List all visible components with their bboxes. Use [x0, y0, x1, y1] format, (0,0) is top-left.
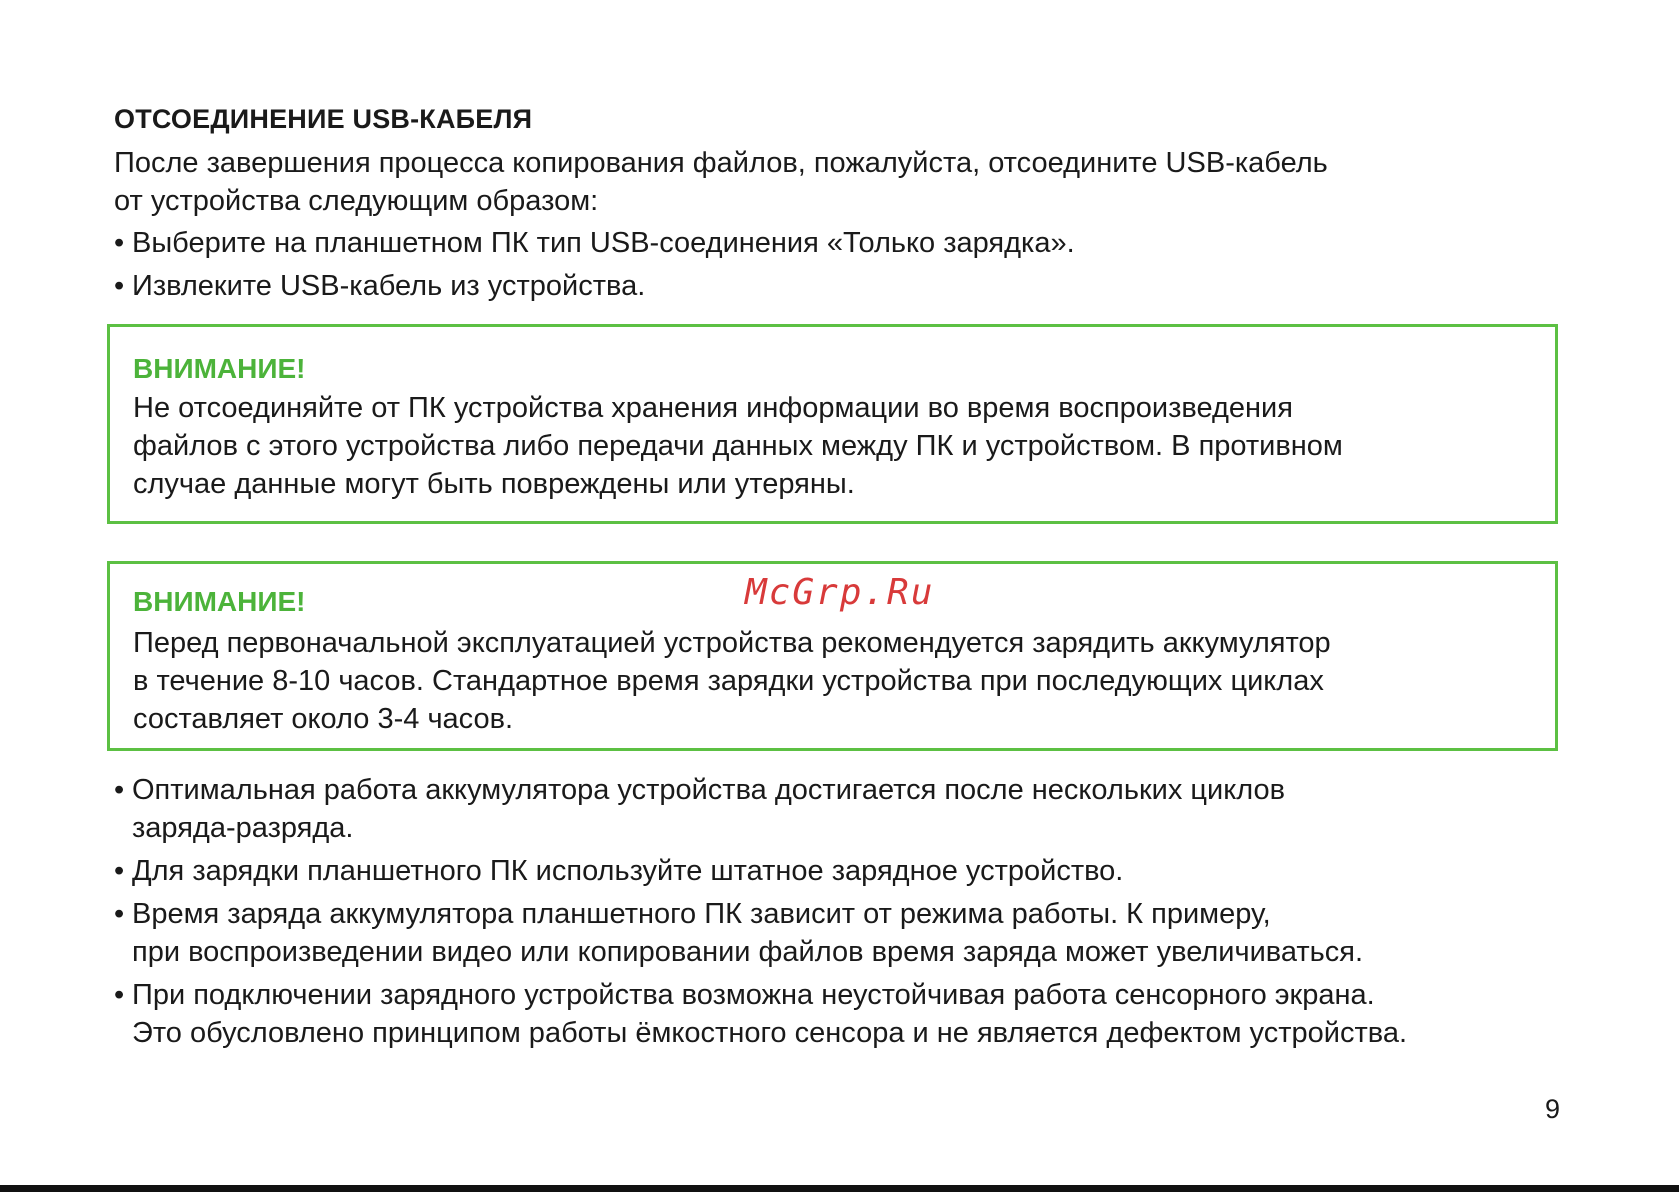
note-line-1: Время заряда аккумулятора планшетного ПК зависит от режима работы. К примеру, [132, 898, 1271, 930]
watermark-logo: McGrp.Ru [745, 572, 935, 613]
list-item [114, 267, 1564, 305]
list-item [114, 852, 1564, 890]
bottom-divider [0, 1185, 1679, 1192]
step-text: Извлеките USB-кабель из устройства. [132, 270, 646, 302]
warning-line: в течение 8-10 часов. Стандартное время зарядки устройства при последующих циклах [133, 665, 1324, 697]
bullet-icon: • [114, 227, 125, 259]
warning-title: ВНИМАНИЕ! [133, 586, 306, 617]
bullet-icon: • [114, 855, 125, 887]
note-line-1: Для зарядки планшетного ПК используйте штатное зарядное устройство. [132, 855, 1124, 887]
warning-box-data-loss [107, 324, 1558, 524]
intro-paragraph [114, 144, 1534, 220]
disconnect-steps-list [114, 224, 1564, 310]
warning-line: Не отсоединяйте от ПК устройства хранения информации во время воспроизведения [133, 392, 1293, 424]
intro-line-1: После завершения процесса копирования файлов, пожалуйста, отсоедините USB-кабель [114, 147, 1328, 179]
bullet-icon: • [114, 270, 125, 302]
bullet-icon: • [114, 979, 125, 1011]
list-item [114, 771, 1564, 847]
warning-text [133, 389, 1543, 503]
intro-line-2: от устройства следующим образом: [114, 185, 599, 217]
warning-line: файлов с этого устройства либо передачи данных между ПК и устройством. В противном [133, 430, 1343, 462]
warning-text [133, 624, 1543, 738]
note-line-2: при воспроизведении видео или копировании файлов время заряда может увеличиваться. [132, 936, 1364, 968]
warning-line: Перед первоначальной эксплуатацией устройства рекомендуется зарядить аккумулятор [133, 627, 1331, 659]
warning-line: составляет около 3-4 часов. [133, 703, 514, 735]
bullet-icon: • [114, 898, 125, 930]
note-line-2: Это обусловлено принципом работы ёмкостного сенсора и не является дефектом устройства. [132, 1017, 1408, 1049]
list-item [114, 224, 1564, 262]
warning-title: ВНИМАНИЕ! [133, 353, 306, 384]
step-text: Выберите на планшетном ПК тип USB-соединения «Только зарядка». [132, 227, 1075, 259]
battery-notes-list [114, 771, 1564, 1057]
note-line-1: Оптимальная работа аккумулятора устройства достигается после нескольких циклов [132, 774, 1286, 806]
warning-line: случае данные могут быть повреждены или утеряны. [133, 468, 855, 500]
section-heading: ОТСОЕДИНЕНИЕ USB-КАБЕЛЯ [114, 104, 533, 134]
page-number: 9 [1544, 1094, 1560, 1124]
note-line-1: При подключении зарядного устройства возможна неустойчивая работа сенсорного экрана. [132, 979, 1375, 1011]
note-line-2: заряда-разряда. [132, 812, 354, 844]
list-item [114, 895, 1564, 971]
bullet-icon: • [114, 774, 125, 806]
list-item [114, 976, 1564, 1052]
